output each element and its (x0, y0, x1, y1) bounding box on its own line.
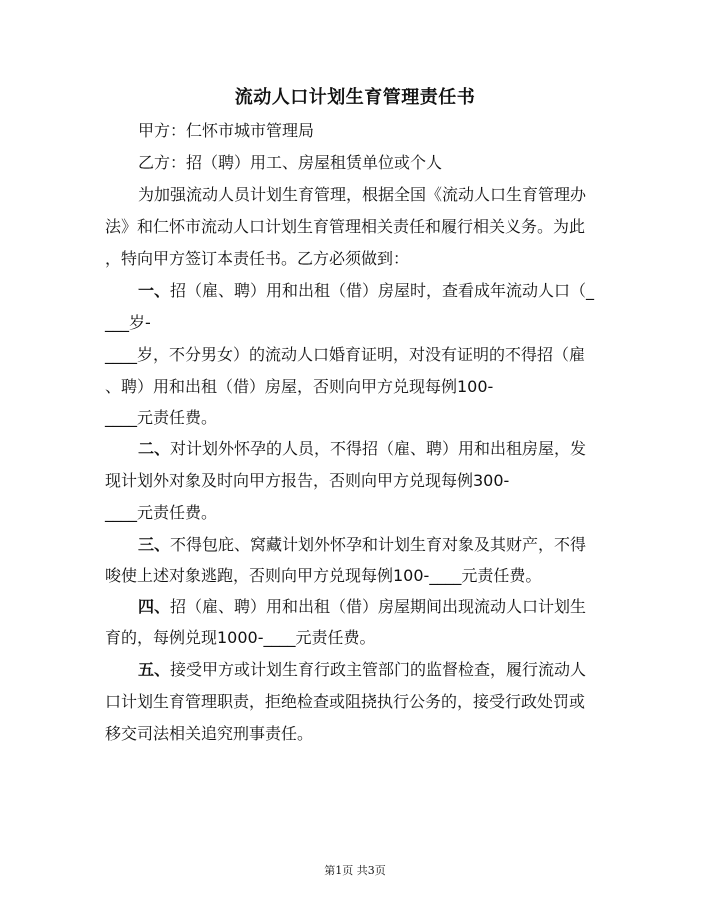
clause-2-line (138, 439, 586, 459)
clause-number: 四、 (138, 597, 171, 616)
clause-text: 不得包庇、窝藏计划外怀孕和计划生育对象及其财产，不得 (170, 535, 587, 554)
party-a-line: 甲方：仁怀市城市管理局 (138, 121, 315, 140)
clause-number: 三、 (138, 535, 171, 554)
clause-4-line (138, 597, 586, 617)
intro-line: 为加强流动人员计划生育管理，根据全国《流动人口生育管理办 (138, 185, 587, 204)
clause-1-line: ____元责任费。 (105, 408, 218, 427)
clause-number: 五、 (138, 660, 171, 679)
clause-text: 接受甲方或计划生育行政主管部门的监督检查，履行流动人 (170, 660, 587, 679)
clause-1-line: ___岁- (105, 313, 151, 332)
clause-text: 招（雇、聘）用和出租（借）房屋时，查看成年流动人口（_ (170, 281, 595, 300)
clause-5-line: 移交司法相关追究刑事责任。 (105, 724, 314, 743)
clause-1-line (138, 281, 594, 301)
clause-1-line: 、聘）用和出租（借）房屋，否则向甲方兑现每例100- (105, 377, 494, 396)
clause-2-line: ____元责任费。 (105, 503, 218, 522)
clause-4-line: 育的，每例兑现1000-____元责任费。 (105, 628, 376, 647)
clause-3-line: 唆使上述对象逃跑，否则向甲方兑现每例100-____元责任费。 (105, 566, 542, 585)
clause-3-line (138, 535, 586, 555)
clause-text: 对计划外怀孕的人员，不得招（雇、聘）用和出租房屋，发 (170, 439, 587, 458)
clause-text: 招（雇、聘）用和出租（借）房屋期间出现流动人口计划生 (170, 597, 587, 616)
clause-5-line (138, 660, 586, 680)
clause-1-line: ____岁，不分男女）的流动人口婚育证明，对没有证明的不得招（雇 (105, 345, 586, 364)
document-title: 流动人口计划生育管理责任书 (234, 87, 476, 108)
intro-line: ，特向甲方签订本责任书。乙方必须做到： (105, 249, 410, 268)
clause-number: 一、 (138, 281, 171, 300)
intro-line: 法》和仁怀市流动人口计划生育管理相关责任和履行相关义务。为此 (105, 217, 586, 236)
page-footer: 第1页 共3页 (324, 864, 386, 877)
party-b-line: 乙方：招（聘）用工、房屋租赁单位或个人 (138, 153, 443, 172)
clause-2-line: 现计划外对象及时向甲方报告，否则向甲方兑现每例300- (105, 471, 510, 490)
clause-number: 二、 (138, 439, 171, 458)
clause-5-line: 口计划生育管理职责，拒绝检查或阻挠执行公务的，接受行政处罚或 (105, 692, 586, 711)
